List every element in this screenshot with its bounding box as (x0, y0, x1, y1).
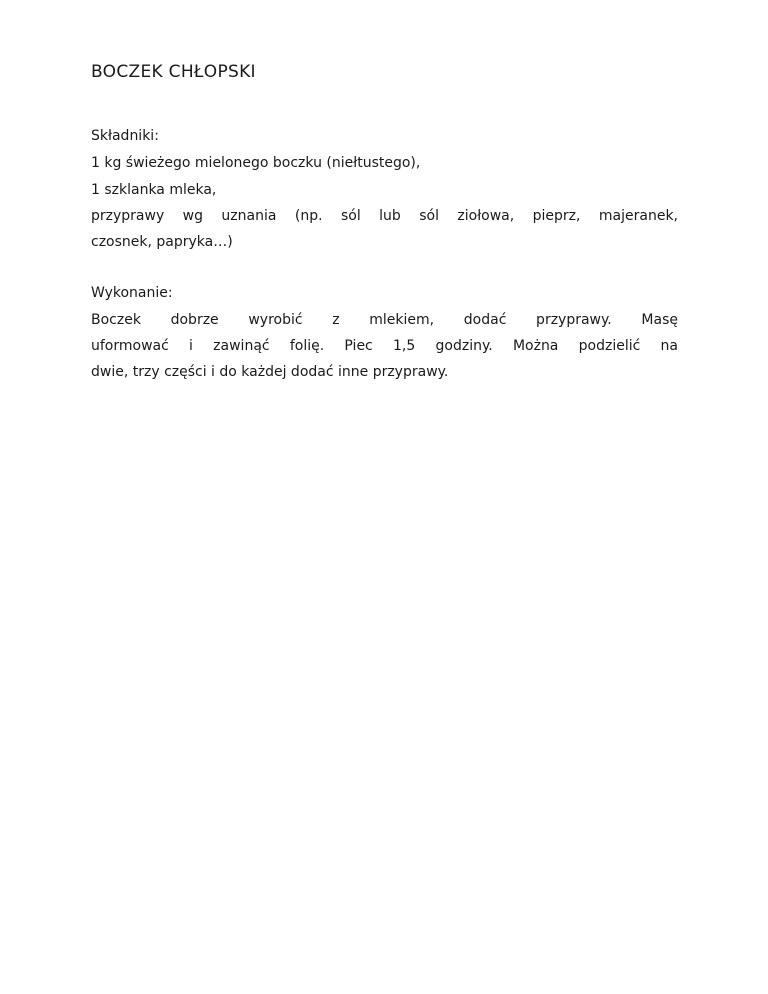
ingredient-line: 1 szklanka mleka, (91, 182, 217, 198)
method-line: Boczek dobrze wyrobić z mlekiem, dodać przyprawy. Masę (91, 312, 678, 328)
ingredients-heading: Składniki: (91, 128, 159, 144)
recipe-title: BOCZEK CHŁOPSKI (91, 62, 256, 82)
ingredient-line: czosnek, papryka…) (91, 234, 233, 250)
ingredient-line: przyprawy wg uznania (np. sól lub sól ziołowa, pieprz, majeranek, (91, 208, 678, 224)
method-line: uformować i zawinąć folię. Piec 1,5 godziny. Można podzielić na (91, 338, 678, 354)
method-line: dwie, trzy części i do każdej dodać inne przyprawy. (91, 364, 449, 380)
method-heading: Wykonanie: (91, 285, 173, 301)
ingredient-line: 1 kg świeżego mielonego boczku (niełtustego), (91, 155, 421, 171)
